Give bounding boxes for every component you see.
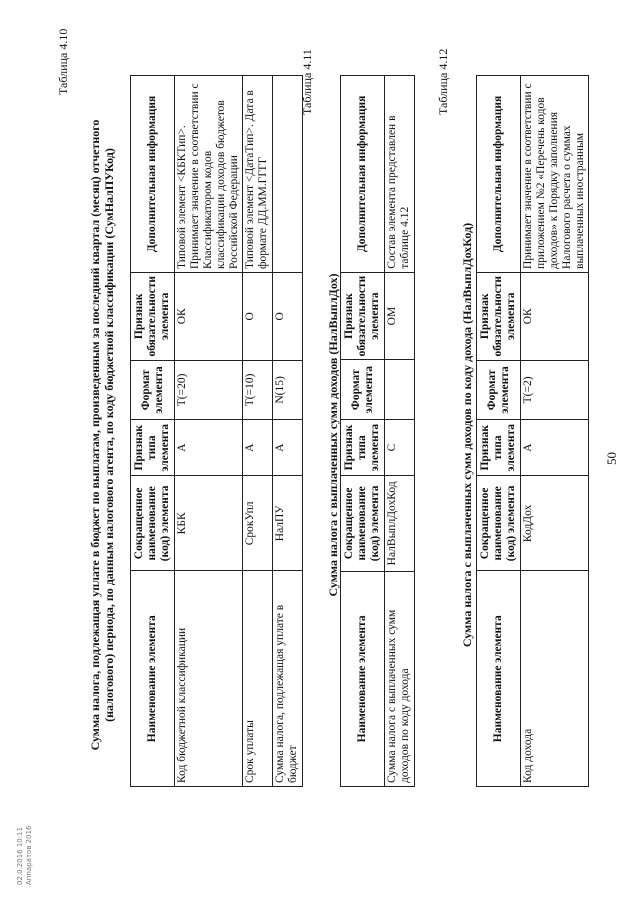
row-req: ОМ [385,272,415,360]
table-4-12-header-name: Наименование элемента [477,571,521,787]
row-req: ОК [521,272,589,360]
table-row [243,76,273,787]
table-4-11-header-info: Дополнительная информация [341,76,385,273]
row-format: N(15) [273,360,303,420]
row-name: Сумма налога, подлежащая уплате в бюджет [273,571,303,787]
table-4-10-title [88,85,116,785]
row-type: А [175,420,243,476]
table-4-10-header-type: Признак типа элемента [131,420,175,476]
row-info: Типовой элемент <КБКТип>. Принимает значение в соответствии с Классификатором кодов классификации доходов бюджетов Российской Федерации [175,76,243,273]
row-code: КодДох [521,476,589,571]
row-format: T(=20) [175,360,243,420]
row-format: T(=10) [243,360,273,420]
row-type: А [243,420,273,476]
table-row [273,76,303,787]
row-name: Код бюджетной классификации [175,571,243,787]
row-code: КБК [175,476,243,571]
row-req: О [273,273,303,361]
table-4-11-title: Сумма налога с выплаченных сумм доходов (НалВыплДох) [326,273,340,597]
table-row [175,76,243,787]
page-number: 50 [604,452,619,465]
table-4-11 [340,75,415,787]
row-type: С [385,420,415,476]
table-4-11-header-code: Сокращенное наименование (код) элемента [341,475,385,571]
table-4-10-title-line1: Сумма налога, подлежащая уплате в бюджет по выплатам, произведенным за последний квартал (месяц) отчетного [88,119,102,751]
row-name: Сумма налога с выплаченных сумм доходов по коду дохода [385,571,415,786]
table-row [521,76,589,787]
row-req: О [243,273,273,361]
table-4-10-title-line2: (налогового) периода, по данным налогового агента, по коду бюджетной классификации (СумНалПУКод) [102,148,116,722]
row-type: А [521,420,589,476]
row-name: Срок уплаты [243,571,273,787]
table-4-12-label: Таблица 4.12 [436,48,450,115]
table-4-10-header-format: Формат элемента [131,360,175,420]
scan-stamp [16,826,34,886]
row-type: А [273,420,303,476]
table-4-11-header-req: Признак обязательности элемента [341,272,385,360]
table-4-12-header-type: Признак типа элемента [477,420,521,476]
row-code: НалПУ [273,476,303,571]
table-4-12-header-info: Дополнительная информация [477,76,521,273]
table-4-10 [130,75,303,787]
row-code: НалВыплДохКод [385,475,415,571]
scan-stamp-line2: Аппаратов 2016 [25,825,33,885]
row-info [273,76,303,273]
table-4-11-header-type: Признак типа элемента [341,420,385,476]
table-4-10-label: Таблица 4.10 [56,28,70,95]
table-4-12-header-req: Признак обязательности элемента [477,272,521,360]
table-4-12 [476,75,589,787]
row-info: Состав элемента представлен в таблице 4.12 [385,76,415,273]
table-4-12-header-code: Сокращенное наименование (код) элемента [477,476,521,571]
table-row [385,76,415,787]
table-4-11-header-name: Наименование элемента [341,571,385,786]
table-4-11-header-format: Формат элемента [341,360,385,420]
table-4-11-label: Таблица 4.11 [300,49,314,115]
table-4-10-header-code: Сокращенное наименование (код) элемента [131,476,175,571]
row-format [385,360,415,420]
row-format: T(=2) [521,360,589,420]
table-4-12-header-format: Формат элемента [477,360,521,420]
table-4-10-header-req: Признак обязательности элемента [131,273,175,361]
row-name: Код дохода [521,571,589,787]
row-info: Типовой элемент <ДатаТип>. Дата в формате ДД.ММ.ГГГГ [243,76,273,273]
table-4-10-header-info: Дополнительная информация [131,76,175,273]
row-code: СрокУпл [243,476,273,571]
scan-stamp-line1: 02.0.2016 10:11 [16,826,24,885]
row-info: Принимает значение в соответствии с приложением №2 «Перечень кодов доходов» к Порядку заполнения Налогового расчета о суммах выплаченных иностранным [521,76,589,273]
row-req: ОК [175,273,243,361]
table-4-12-title: Сумма налога с выплаченных сумм доходов по коду дохода (НалВыплДохКод) [460,222,474,648]
table-4-10-header-name: Наименование элемента [131,571,175,787]
